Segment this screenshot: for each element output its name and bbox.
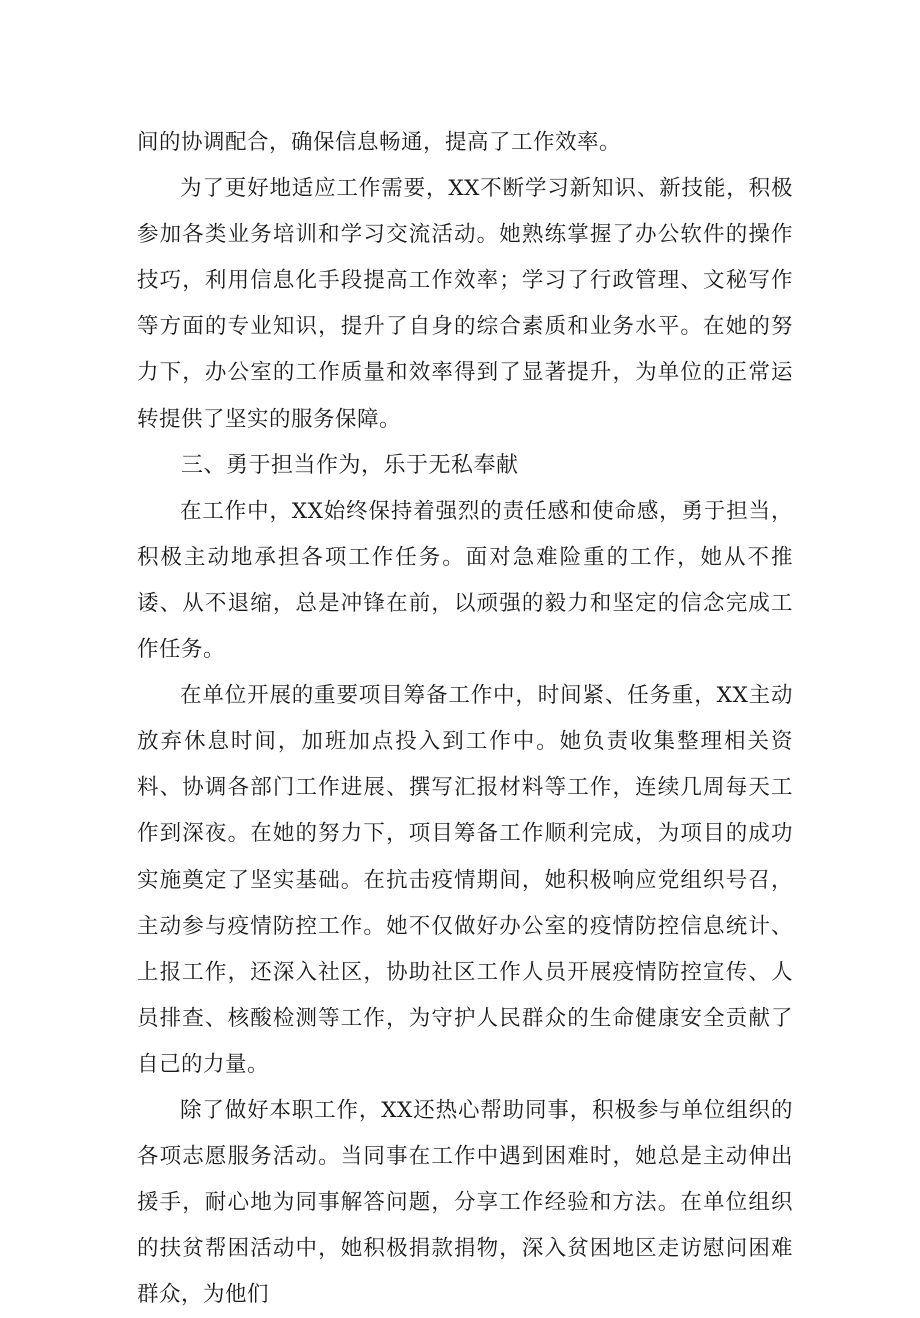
- paragraph-responsibility: 在工作中，XX始终保持着强烈的责任感和使命感，勇于担当，积极主动地承担各项工作任务。面对急难险重的工作，她从不推诿、从不退缩，总是冲锋在前，以顽强的毅力和坚定的信念完成工作任务。: [137, 498, 793, 663]
- paragraph-volunteering: 除了做好本职工作，XX还热心帮助同事，积极参与单位组织的各项志愿服务活动。当同事在工作中遇到困难时，她总是主动伸出援手，耐心地为同事解答问题，分享工作经验和方法。在单位组织的扶贫帮困活动中，她积极捐款捐物，深入贫困地区走访慰问困难群众，为他们: [137, 1097, 793, 1308]
- section-heading: 三、勇于担当作为，乐于无私奉献: [181, 452, 519, 478]
- paragraph-learning: 为了更好地适应工作需要，XX不断学习新知识、新技能，积极参加各类业务培训和学习交流活动。她熟练掌握了办公软件的操作技巧，利用信息化手段提高工作效率；学习了行政管理、文秘写作等方面的专业知识，提升了自身的综合素质和业务水平。在她的努力下，办公室的工作质量和效率得到了显著提升，为单位的正常运转提供了坚实的服务保障。: [137, 176, 793, 432]
- document-body: [137, 120, 793, 1318]
- paragraph-project-and-epidemic: 在单位开展的重要项目筹备工作中，时间紧、任务重，XX主动放弃休息时间，加班加点投入到工作中。她负责收集整理相关资料、协调各部门工作进展、撰写汇报材料等工作，连续几周每天工作到深夜。在她的努力下，项目筹备工作顺利完成，为项目的成功实施奠定了坚实基础。在抗击疫情期间，她积极响应党组织号召，主动参与疫情防控工作。她不仅做好办公室的疫情防控信息统计、上报工作，还深入社区，协助社区工作人员开展疫情防控宣传、人员排查、核酸检测等工作，为守护人民群众的生命健康安全贡献了自己的力量。: [137, 683, 793, 1077]
- paragraph-continuation: 间的协调配合，确保信息畅通，提高了工作效率。: [137, 130, 622, 155]
